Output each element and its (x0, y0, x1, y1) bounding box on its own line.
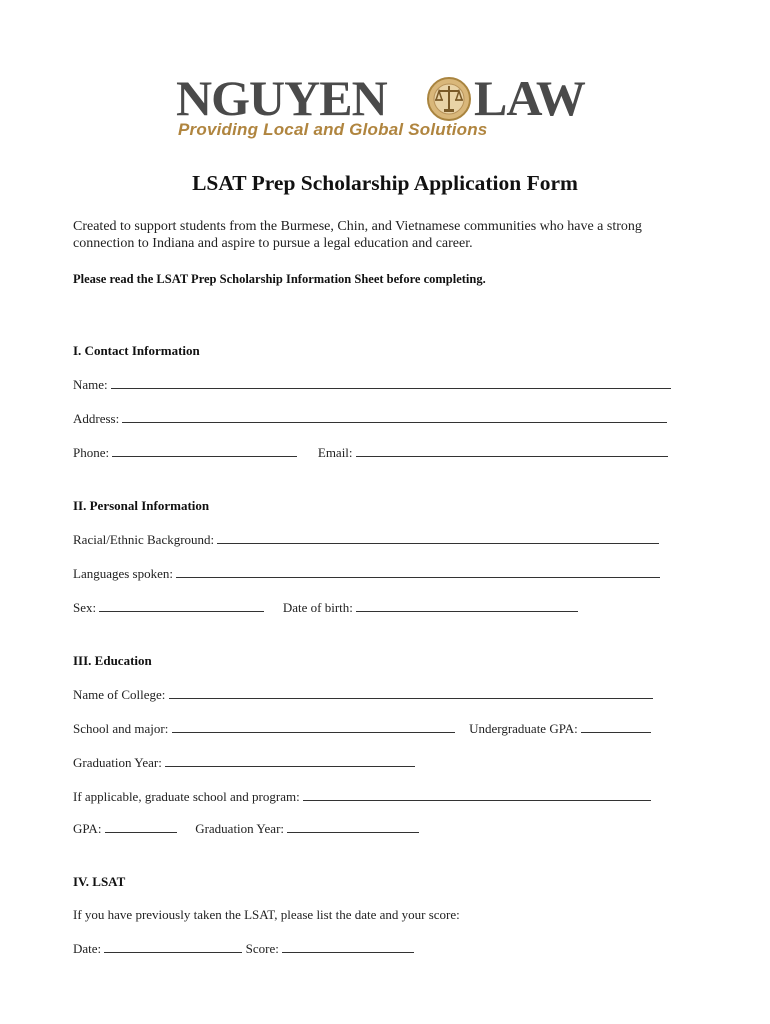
lsat-date-label: Date: (73, 941, 102, 956)
grad-gpa-label: GPA: (73, 821, 102, 836)
address-field (73, 411, 667, 427)
major-label: School and major: (73, 721, 169, 736)
logo-tagline: Providing Local and Global Solutions (178, 120, 488, 139)
name-field (73, 377, 671, 393)
grad-gpa-year-row (73, 821, 419, 837)
scales-of-justice-seal-icon (426, 76, 472, 122)
lsat-score-input-line[interactable] (282, 941, 414, 953)
lsat-date-input-line[interactable] (104, 941, 242, 953)
form-note: Please read the LSAT Prep Scholarship Information Sheet before completing. (73, 272, 486, 286)
college-field (73, 687, 653, 703)
undergrad-gpa-label: Undergraduate GPA: (469, 721, 578, 736)
logo-word-nguyen: NGUYEN (176, 70, 387, 126)
ethnic-input-line[interactable] (217, 532, 659, 544)
ethnic-field (73, 532, 659, 548)
name-input-line[interactable] (111, 377, 671, 389)
lsat-prompt: If you have previously taken the LSAT, please list the date and your score: (73, 907, 460, 922)
sex-input-line[interactable] (99, 600, 264, 612)
languages-input-line[interactable] (176, 566, 660, 578)
sex-dob-row (73, 600, 578, 616)
section-heading-lsat: IV. LSAT (73, 874, 126, 889)
section-heading-personal: II. Personal Information (73, 498, 210, 513)
logo-word-law: LAW (474, 70, 585, 126)
dob-input-line[interactable] (356, 600, 578, 612)
phone-email-row (73, 445, 668, 461)
email-input-line[interactable] (356, 445, 668, 457)
languages-label: Languages spoken: (73, 566, 174, 581)
languages-field (73, 566, 660, 582)
grad-gpa-input-line[interactable] (105, 821, 177, 833)
address-input-line[interactable] (122, 411, 667, 423)
form-title: LSAT Prep Scholarship Application Form (192, 171, 578, 195)
nguyen-law-logo (176, 68, 606, 148)
grad-year-input-line[interactable] (165, 755, 415, 767)
grad-program-year-input-line[interactable] (287, 821, 419, 833)
section-heading-education: III. Education (73, 653, 152, 668)
form-intro: Created to support students from the Burmese, Chin, and Vietnamese communities who have a strong connection to Indiana and aspire to pursue a legal education and career. (73, 219, 642, 251)
undergrad-gpa-input-line[interactable] (581, 721, 651, 733)
name-label: Name: (73, 377, 108, 392)
college-label: Name of College: (73, 687, 166, 702)
major-gpa-row (73, 721, 651, 737)
sex-label: Sex: (73, 600, 97, 615)
grad-year-field (73, 755, 415, 771)
grad-year-label: Graduation Year: (73, 755, 162, 770)
lsat-score-label: Score: (245, 941, 279, 956)
dob-label: Date of birth: (282, 600, 353, 615)
email-label: Email: (317, 445, 353, 460)
ethnic-label: Racial/Ethnic Background: (73, 532, 215, 547)
section-heading-contact: I. Contact Information (73, 343, 200, 358)
grad-program-year-label: Graduation Year: (195, 821, 285, 836)
lsat-date-score-row (73, 941, 414, 957)
phone-label: Phone: (73, 445, 110, 460)
address-label: Address: (73, 411, 120, 426)
major-input-line[interactable] (172, 721, 455, 733)
grad-school-field (73, 789, 651, 805)
college-input-line[interactable] (169, 687, 653, 699)
grad-school-input-line[interactable] (303, 789, 651, 801)
grad-school-label: If applicable, graduate school and program: (73, 789, 300, 804)
phone-input-line[interactable] (112, 445, 297, 457)
